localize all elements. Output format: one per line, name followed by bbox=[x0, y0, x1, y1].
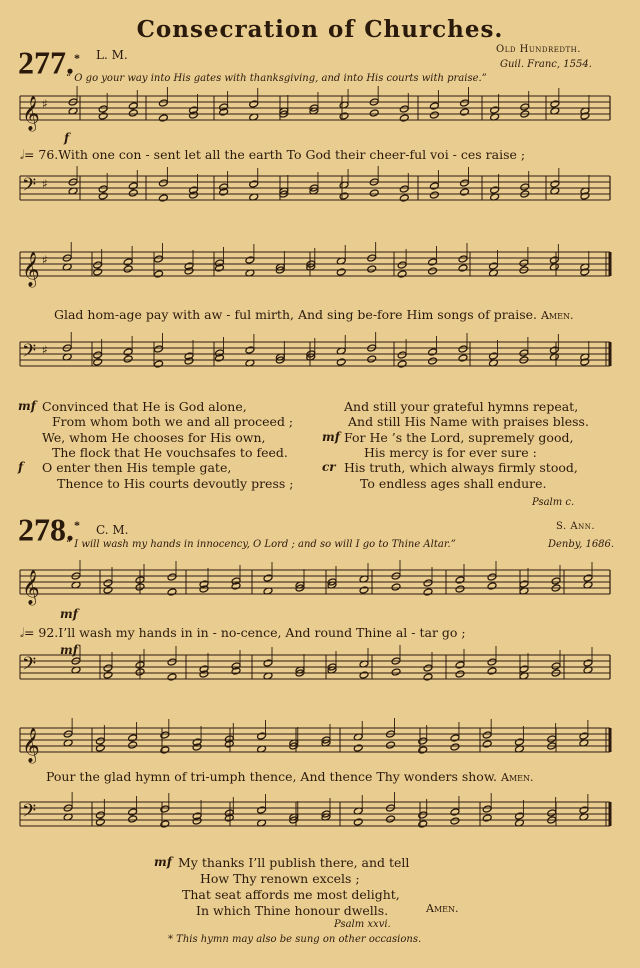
half-note-head bbox=[418, 737, 428, 745]
half-note-head bbox=[167, 658, 177, 666]
half-note-head bbox=[263, 659, 273, 667]
verse-dynamic: cr bbox=[322, 460, 336, 475]
half-note-head bbox=[158, 99, 168, 107]
half-note-head bbox=[160, 746, 170, 754]
half-note-head bbox=[519, 349, 529, 357]
half-note-head bbox=[154, 345, 164, 353]
half-note-head bbox=[450, 743, 460, 751]
verse-dynamic: mf bbox=[18, 399, 36, 413]
half-note-head bbox=[519, 580, 529, 588]
half-note-head bbox=[550, 100, 560, 108]
half-note-head bbox=[399, 185, 409, 193]
half-note-head bbox=[460, 99, 470, 107]
half-note-head bbox=[154, 360, 164, 368]
half-note-head bbox=[367, 355, 377, 363]
half-note-head bbox=[455, 576, 465, 584]
half-note-head bbox=[158, 194, 168, 202]
half-note-head bbox=[257, 732, 267, 740]
half-note-head bbox=[460, 108, 470, 116]
hymn-277-tune: Old Hundredth. bbox=[496, 44, 581, 55]
hymn-asterisk: * bbox=[74, 51, 80, 65]
half-note-head bbox=[482, 814, 492, 822]
half-note-head bbox=[391, 668, 401, 676]
half-note-head bbox=[429, 182, 439, 190]
half-note-head bbox=[128, 189, 138, 197]
verse-line: The flock that He vouchsafes to feed. bbox=[52, 444, 288, 460]
half-note-head bbox=[399, 194, 409, 202]
half-note-head bbox=[455, 670, 465, 678]
treble-clef-icon: 𝄞 bbox=[22, 728, 40, 763]
half-note-head bbox=[263, 574, 273, 582]
half-note-head bbox=[515, 738, 525, 746]
verse-dynamic: mf bbox=[154, 855, 172, 869]
half-note-head bbox=[490, 106, 500, 114]
half-note-head bbox=[482, 740, 492, 748]
amen-label: Amen. bbox=[501, 771, 534, 784]
half-note-head bbox=[103, 671, 113, 679]
half-note-head bbox=[386, 815, 396, 823]
half-note-head bbox=[93, 351, 103, 359]
bass-clef-icon: 𝄢 bbox=[22, 801, 37, 826]
verse-line: From whom both we and all proceed ; bbox=[52, 414, 294, 430]
half-note-head bbox=[128, 102, 138, 110]
half-note-head bbox=[245, 256, 255, 264]
half-note-head bbox=[487, 658, 497, 666]
half-note-head bbox=[128, 815, 138, 823]
treble-clef-icon: 𝄞 bbox=[22, 96, 40, 131]
hymn-278-meter: C. M. bbox=[96, 523, 129, 537]
half-note-head bbox=[367, 265, 377, 273]
half-note-head bbox=[515, 812, 525, 820]
verse-line: We, whom He chooses for His own, bbox=[42, 429, 266, 445]
half-note-head bbox=[98, 192, 108, 200]
tempo-marking: = 92. bbox=[23, 625, 59, 640]
half-note-head bbox=[95, 744, 105, 752]
half-note-head bbox=[450, 817, 460, 825]
lyric-text: Glad hom-age pay with aw - ful mirth, And sing be-fore Him songs of praise. bbox=[54, 307, 537, 322]
half-note-head bbox=[167, 573, 177, 581]
lyric-text: Pour the glad hymn of tri-umph thence, And thence Thy wonders show. bbox=[46, 769, 498, 784]
hymn-278-tune: S. Ann. bbox=[556, 521, 596, 532]
dynamic-marking: f bbox=[64, 131, 70, 145]
half-note-head bbox=[487, 582, 497, 590]
half-note-head bbox=[547, 735, 557, 743]
half-note-head bbox=[103, 579, 113, 587]
half-note-head bbox=[128, 741, 138, 749]
half-note-head bbox=[98, 105, 108, 113]
half-note-head bbox=[160, 805, 170, 813]
dynamic-marking-top: mf bbox=[60, 607, 78, 621]
half-note-head bbox=[160, 731, 170, 739]
sharp-icon: ♯ bbox=[42, 97, 48, 111]
half-note-head bbox=[353, 818, 363, 826]
half-note-head bbox=[458, 354, 468, 362]
hymn-278-composer: Denby, 1686. bbox=[548, 539, 615, 550]
half-note-head bbox=[93, 261, 103, 269]
sharp-icon: ♯ bbox=[42, 177, 48, 191]
half-note-head bbox=[458, 264, 468, 272]
half-note-head bbox=[339, 112, 349, 120]
half-note-head bbox=[455, 661, 465, 669]
half-note-head bbox=[95, 737, 105, 745]
half-note-head bbox=[458, 345, 468, 353]
half-note-head bbox=[549, 346, 559, 354]
half-note-head bbox=[547, 809, 557, 817]
verse-line: Convinced that He is God alone, bbox=[42, 399, 247, 414]
half-note-icon: 𝅗𝅥 bbox=[20, 625, 24, 640]
half-note-head bbox=[489, 352, 499, 360]
half-note-head bbox=[397, 351, 407, 359]
half-note-head bbox=[458, 255, 468, 263]
bass-clef-icon: 𝄢 bbox=[22, 654, 37, 679]
half-note-head bbox=[551, 662, 561, 670]
verse-line: And still your grateful hymns repeat, bbox=[344, 399, 579, 414]
half-note-head bbox=[160, 820, 170, 828]
half-note-head bbox=[550, 180, 560, 188]
verse-line: For He ’s the Lord, supremely good, bbox=[344, 429, 574, 445]
half-note-head bbox=[386, 741, 396, 749]
half-note-head bbox=[429, 111, 439, 119]
hymn-277-epigraph: “ O go your way into His gates with thanksgiving, and into His courts with praise.” bbox=[66, 73, 487, 84]
hymn-277-psalm: Psalm c. bbox=[532, 497, 575, 508]
half-note-head bbox=[369, 109, 379, 117]
half-note-head bbox=[249, 100, 259, 108]
half-note-head bbox=[399, 105, 409, 113]
treble-clef-icon: 𝄞 bbox=[22, 570, 40, 605]
half-note-head bbox=[397, 270, 407, 278]
lyric-text: I’ll wash my hands in in - no-cence, And round Thine al - tar go ; bbox=[58, 625, 466, 640]
half-note-head bbox=[450, 808, 460, 816]
verse-dynamic: mf bbox=[322, 429, 340, 444]
half-note-head bbox=[519, 665, 529, 673]
half-note-head bbox=[423, 673, 433, 681]
verse-dynamic: f bbox=[18, 460, 24, 475]
half-note-head bbox=[487, 573, 497, 581]
verse-line: O enter then His temple gate, bbox=[42, 460, 232, 476]
half-note-head bbox=[123, 265, 133, 273]
half-note-head bbox=[158, 114, 168, 122]
verse-line: How Thy renown excels ; bbox=[200, 871, 360, 886]
tempo-marking: = 76. bbox=[23, 147, 59, 162]
half-note-head bbox=[103, 586, 113, 594]
half-note-head bbox=[429, 191, 439, 199]
verse-line: To endless ages shall endure. bbox=[360, 475, 547, 491]
half-note-head bbox=[397, 261, 407, 269]
half-note-head bbox=[520, 103, 530, 111]
half-note-head bbox=[423, 579, 433, 587]
page-title: Consecration of Churches. bbox=[136, 16, 504, 43]
half-note-head bbox=[93, 358, 103, 366]
lyric-text: With one con - sent let all the earth To God their cheer-ful voi - ces raise ; bbox=[58, 147, 526, 162]
half-note-head bbox=[583, 574, 593, 582]
half-note-head bbox=[450, 734, 460, 742]
half-note-head bbox=[583, 659, 593, 667]
half-note-head bbox=[397, 360, 407, 368]
half-note-head bbox=[336, 268, 346, 276]
half-note-head bbox=[428, 258, 438, 266]
verse-line: And still His Name with praises bless. bbox=[348, 414, 589, 430]
half-note-head bbox=[490, 186, 500, 194]
half-note-head bbox=[460, 188, 470, 196]
half-note-head bbox=[123, 258, 133, 266]
half-note-head bbox=[359, 671, 369, 679]
half-note-head bbox=[128, 734, 138, 742]
half-note-head bbox=[353, 744, 363, 752]
half-note-head bbox=[359, 586, 369, 594]
footnote: * This hymn may also be sung on other occasions. bbox=[168, 934, 422, 945]
verse-line: Thence to His courts devoutly press ; bbox=[57, 475, 294, 491]
half-note-head bbox=[123, 348, 133, 356]
half-note-head bbox=[482, 731, 492, 739]
half-note-head bbox=[418, 746, 428, 754]
half-note-head bbox=[167, 673, 177, 681]
half-note-head bbox=[98, 185, 108, 193]
hymn-asterisk: * bbox=[74, 518, 80, 532]
sharp-icon: ♯ bbox=[42, 253, 48, 267]
verse-line: In which Thine honour dwells. bbox=[196, 903, 389, 918]
verse-line: His truth, which always firmly stood, bbox=[344, 460, 578, 476]
half-note-head bbox=[519, 259, 529, 267]
verse-line: My thanks I’ll publish there, and tell bbox=[178, 855, 410, 870]
hymn-278-epigraph: “ I will wash my hands in innocency, O Lord ; and so will I go to Thine Altar.” bbox=[66, 539, 456, 550]
half-note-head bbox=[579, 732, 589, 740]
half-note-head bbox=[154, 270, 164, 278]
half-note-head bbox=[423, 664, 433, 672]
half-note-head bbox=[93, 268, 103, 276]
verse-line: His mercy is for ever sure : bbox=[364, 444, 537, 460]
half-note-head bbox=[249, 180, 259, 188]
half-note-head bbox=[128, 808, 138, 816]
half-note-head bbox=[460, 179, 470, 187]
half-note-head bbox=[489, 262, 499, 270]
half-note-head bbox=[487, 667, 497, 675]
half-note-head bbox=[428, 348, 438, 356]
half-note-head bbox=[336, 358, 346, 366]
half-note-head bbox=[257, 806, 267, 814]
dynamic-marking-bass: mf bbox=[60, 643, 78, 657]
half-note-head bbox=[98, 112, 108, 120]
hymn-277-meter: L. M. bbox=[96, 48, 128, 62]
hymn-277-composer: Guil. Franc, 1554. bbox=[500, 59, 592, 70]
half-note-head bbox=[482, 805, 492, 813]
hymn-278-amen: Amen. bbox=[426, 902, 459, 915]
half-note-head bbox=[128, 182, 138, 190]
half-note-head bbox=[391, 583, 401, 591]
amen-label: Amen. bbox=[540, 309, 574, 322]
half-note-head bbox=[418, 820, 428, 828]
half-note-head bbox=[339, 192, 349, 200]
half-note-icon: 𝅗𝅥 bbox=[20, 147, 24, 162]
verse-line: That seat affords me most delight, bbox=[182, 887, 400, 902]
half-note-head bbox=[399, 114, 409, 122]
half-note-head bbox=[95, 818, 105, 826]
half-note-head bbox=[128, 109, 138, 117]
hymn-number: 278. bbox=[18, 511, 74, 548]
half-note-head bbox=[551, 577, 561, 585]
hymn-278-psalm: Psalm xxvi. bbox=[334, 919, 391, 930]
half-note-head bbox=[579, 806, 589, 814]
half-note-head bbox=[158, 179, 168, 187]
half-note-head bbox=[418, 811, 428, 819]
half-note-head bbox=[549, 256, 559, 264]
half-note-head bbox=[154, 255, 164, 263]
half-note-head bbox=[95, 811, 105, 819]
half-note-head bbox=[369, 189, 379, 197]
half-note-head bbox=[123, 355, 133, 363]
bass-clef-icon: 𝄢 bbox=[22, 175, 37, 200]
half-note-head bbox=[245, 346, 255, 354]
half-note-head bbox=[455, 585, 465, 593]
half-note-head bbox=[167, 588, 177, 596]
half-note-head bbox=[429, 102, 439, 110]
sharp-icon: ♯ bbox=[42, 343, 48, 357]
half-note-head bbox=[428, 267, 438, 275]
half-note-head bbox=[520, 183, 530, 191]
treble-clef-icon: 𝄞 bbox=[22, 252, 40, 287]
half-note-head bbox=[423, 588, 433, 596]
bass-clef-icon: 𝄢 bbox=[22, 341, 37, 366]
hymn-number: 277. bbox=[18, 44, 74, 81]
half-note-head bbox=[103, 664, 113, 672]
half-note-head bbox=[428, 357, 438, 365]
